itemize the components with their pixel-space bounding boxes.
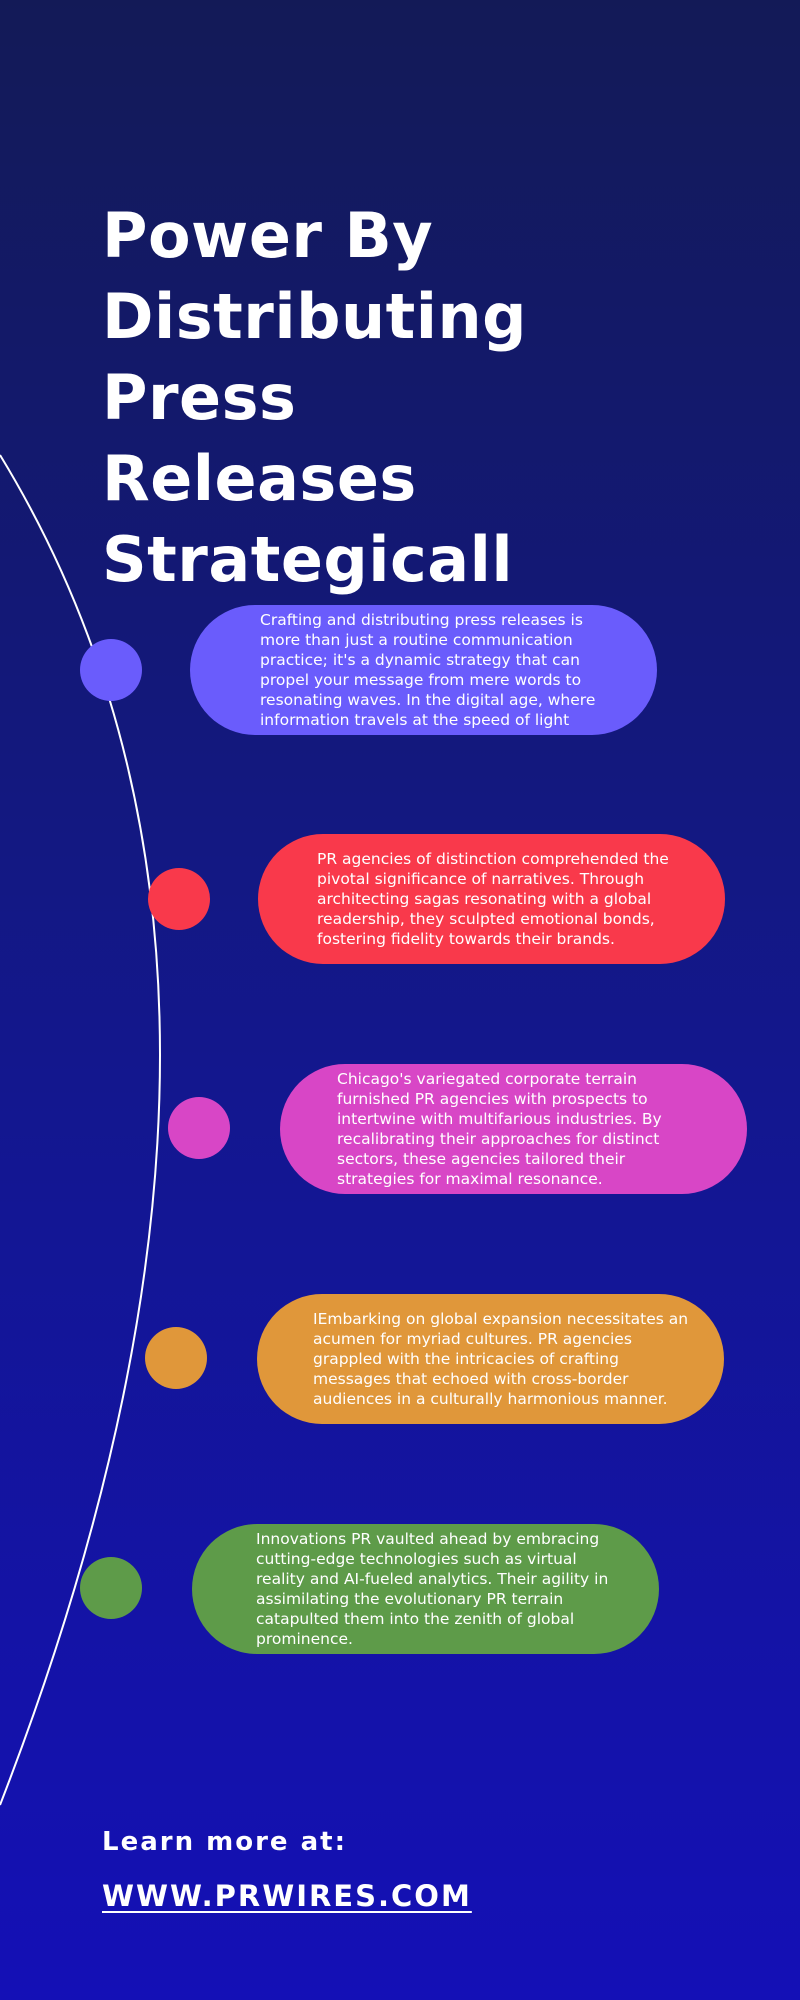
title-line: Strategicall — [102, 523, 514, 596]
info-text-4: IEmbarking on global expansion necessitates an acumen for myriad cultures. PR agencies grappled with the intricacies of crafting messages that echoed with cross-border audiences in a culturally harmonious manner. — [313, 1310, 689, 1408]
info-text-1: Crafting and distributing press releases is more than just a routine communication practice; it's a dynamic strategy that can propel your message from mere words to resonating waves. In the digital age, where information travels at the speed of light — [260, 611, 596, 729]
title-line: Power By — [102, 199, 434, 272]
learn-more-label: Learn more at: — [102, 1827, 347, 1857]
info-bubble-4 — [257, 1294, 724, 1424]
info-bubble-1 — [190, 605, 657, 735]
page-title — [102, 195, 742, 600]
info-bubble-5 — [192, 1524, 659, 1654]
info-text-3: Chicago's variegated corporate terrain furnished PR agencies with prospects to intertwine with multifarious industries. By recalibrating their approaches for distinct sectors, these agencies tailored their strategies for maximal resonance. — [337, 1070, 662, 1188]
info-text-5: Innovations PR vaulted ahead by embracing cutting-edge technologies such as virtual reality and AI-fueled analytics. Their agility in assimilating the evolutionary PR terrain catapulted them into the zenith of global prominence. — [256, 1530, 609, 1648]
timeline-dot-3 — [168, 1097, 230, 1159]
website-link[interactable]: WWW.PRWIRES.COM — [102, 1879, 472, 1913]
title-line: Releases — [102, 442, 417, 515]
info-bubble-3 — [280, 1064, 747, 1194]
timeline-dot-5 — [80, 1557, 142, 1619]
timeline-dot-1 — [80, 639, 142, 701]
title-line: Distributing Press — [102, 280, 528, 434]
info-bubble-2 — [258, 834, 725, 964]
timeline-dot-2 — [148, 868, 210, 930]
timeline-dot-4 — [145, 1327, 207, 1389]
info-text-2: PR agencies of distinction comprehended the pivotal significance of narratives. Through architecting sagas resonating with a global readership, they sculpted emotional bonds, fostering fidelity towards their brands. — [317, 850, 669, 948]
